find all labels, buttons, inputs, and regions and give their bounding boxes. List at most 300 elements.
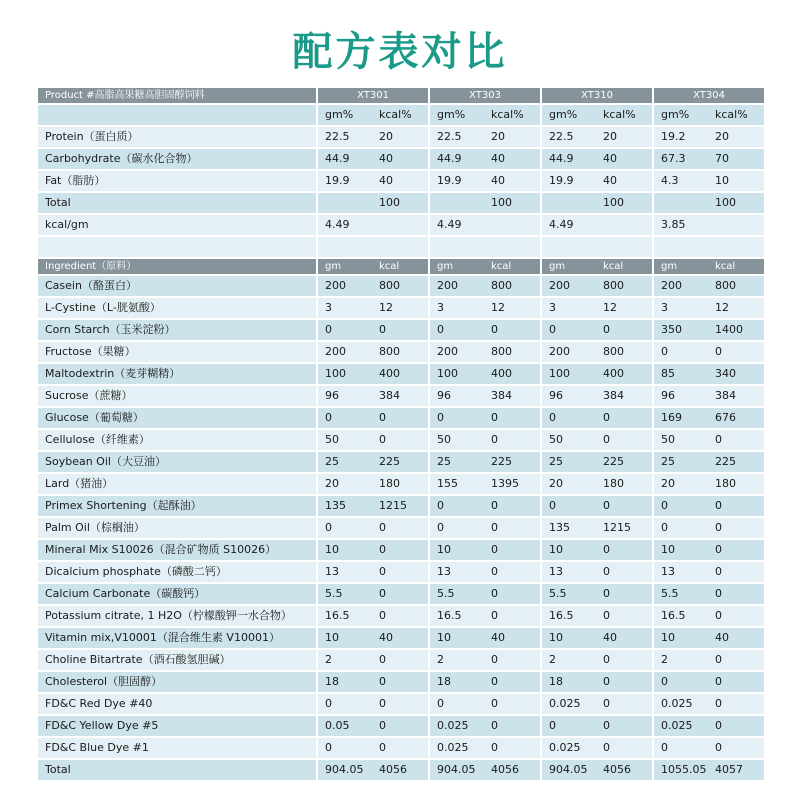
- cell-value: 50: [316, 430, 372, 452]
- cell-value: 0: [372, 650, 428, 672]
- ingredient-row: [38, 408, 764, 430]
- cell-value: 225: [596, 452, 652, 474]
- cell-value: 16.5: [428, 606, 484, 628]
- cell-value: 22.5: [428, 127, 484, 149]
- cell-value: 155: [428, 474, 484, 496]
- unit-header: kcal%: [596, 105, 652, 127]
- cell-value: 0: [484, 430, 540, 452]
- cell-value: 400: [484, 364, 540, 386]
- ingredient-row: [38, 298, 764, 320]
- cell-value: 4057: [708, 760, 764, 782]
- ingredient-header-row: [38, 259, 764, 276]
- cell-value: 0: [596, 408, 652, 430]
- cell-value: 18: [316, 672, 372, 694]
- table-body: [38, 88, 764, 782]
- cell-value: 180: [372, 474, 428, 496]
- cell-value: 0: [484, 540, 540, 562]
- cell-value: 800: [484, 276, 540, 298]
- cell-value: 676: [708, 408, 764, 430]
- ingredient-name: Corn Starch（玉米淀粉）: [38, 320, 316, 342]
- cell-value: 0: [372, 540, 428, 562]
- cell-value: 350: [652, 320, 708, 342]
- macro-row: [38, 215, 764, 237]
- page-title: 配方表对比: [292, 29, 508, 75]
- cell-value: 0: [652, 496, 708, 518]
- cell-value: 225: [484, 452, 540, 474]
- cell-value: 20: [484, 127, 540, 149]
- macro-name: Total: [38, 193, 316, 215]
- cell-value: 40: [596, 171, 652, 193]
- cell-value: 0: [708, 650, 764, 672]
- cell-value: 10: [652, 540, 708, 562]
- cell-value: 40: [708, 628, 764, 650]
- cell-value: [540, 193, 596, 215]
- cell-value: 180: [708, 474, 764, 496]
- unit-header: gm: [652, 259, 708, 276]
- empty-cell: [484, 237, 540, 259]
- ingredient-name: Lard（猪油）: [38, 474, 316, 496]
- cell-value: 200: [316, 276, 372, 298]
- cell-value: 0: [372, 562, 428, 584]
- unit-header: kcal%: [708, 105, 764, 127]
- cell-value: 0.025: [428, 738, 484, 760]
- ingredient-name: Palm Oil（棕榈油）: [38, 518, 316, 540]
- cell-value: 904.05: [428, 760, 484, 782]
- ingredient-row: [38, 386, 764, 408]
- cell-value: 20: [540, 474, 596, 496]
- cell-value: [708, 215, 764, 237]
- cell-value: 800: [596, 342, 652, 364]
- ingredient-name: Soybean Oil（大豆油）: [38, 452, 316, 474]
- cell-value: 22.5: [540, 127, 596, 149]
- unit-header: gm%: [540, 105, 596, 127]
- cell-value: 1400: [708, 320, 764, 342]
- cell-value: 3: [316, 298, 372, 320]
- cell-value: 100: [596, 193, 652, 215]
- cell-value: 10: [540, 628, 596, 650]
- cell-value: 800: [708, 276, 764, 298]
- cell-value: 44.9: [316, 149, 372, 171]
- cell-value: 1395: [484, 474, 540, 496]
- cell-value: 4.49: [316, 215, 372, 237]
- cell-value: 0: [316, 738, 372, 760]
- cell-value: 2: [652, 650, 708, 672]
- ingredient-row: [38, 716, 764, 738]
- cell-value: 340: [708, 364, 764, 386]
- cell-value: 44.9: [428, 149, 484, 171]
- cell-value: 12: [596, 298, 652, 320]
- formula-comparison-table: [38, 88, 764, 782]
- ingredient-name: Maltodextrin（麦芽糊精）: [38, 364, 316, 386]
- cell-value: 50: [652, 430, 708, 452]
- unit-header: gm: [540, 259, 596, 276]
- variant-header: XT303: [428, 88, 540, 105]
- cell-value: 200: [540, 276, 596, 298]
- cell-value: 0.05: [316, 716, 372, 738]
- cell-value: 20: [708, 127, 764, 149]
- cell-value: 0.025: [540, 694, 596, 716]
- cell-value: 800: [372, 342, 428, 364]
- cell-value: 384: [596, 386, 652, 408]
- cell-value: 0: [708, 540, 764, 562]
- cell-value: 0: [540, 716, 596, 738]
- cell-value: 25: [652, 452, 708, 474]
- cell-value: 0: [708, 430, 764, 452]
- cell-value: 40: [484, 149, 540, 171]
- empty-cell: [708, 237, 764, 259]
- ingredient-name: FD&C Red Dye #40: [38, 694, 316, 716]
- cell-value: 0: [372, 430, 428, 452]
- ingredient-name: Casein（酪蛋白）: [38, 276, 316, 298]
- cell-value: 800: [484, 342, 540, 364]
- cell-value: 100: [540, 364, 596, 386]
- ingredient-name: L-Cystine（L-胱氨酸）: [38, 298, 316, 320]
- ingredient-name: Fructose（果糖）: [38, 342, 316, 364]
- cell-value: 0: [428, 408, 484, 430]
- cell-value: [316, 193, 372, 215]
- cell-value: 0: [596, 584, 652, 606]
- ingredient-row: [38, 628, 764, 650]
- cell-value: 12: [708, 298, 764, 320]
- unit-header: kcal: [372, 259, 428, 276]
- cell-value: 40: [596, 628, 652, 650]
- cell-value: 16.5: [316, 606, 372, 628]
- unit-header: gm%: [652, 105, 708, 127]
- ingredient-row: [38, 496, 764, 518]
- cell-value: 0: [596, 694, 652, 716]
- unit-header: kcal: [484, 259, 540, 276]
- cell-value: 0: [596, 606, 652, 628]
- cell-value: 0: [372, 672, 428, 694]
- cell-value: 67.3: [652, 149, 708, 171]
- cell-value: 5.5: [540, 584, 596, 606]
- cell-value: 200: [540, 342, 596, 364]
- cell-value: 13: [316, 562, 372, 584]
- unit-header: gm%: [316, 105, 372, 127]
- cell-value: 0: [484, 518, 540, 540]
- unit-header: gm%: [428, 105, 484, 127]
- cell-value: 800: [372, 276, 428, 298]
- cell-value: 100: [316, 364, 372, 386]
- cell-value: 0: [652, 342, 708, 364]
- ingredient-name: Choline Bitartrate（酒石酸氢胆碱）: [38, 650, 316, 672]
- cell-value: 10: [316, 540, 372, 562]
- cell-value: 4056: [372, 760, 428, 782]
- cell-value: 3.85: [652, 215, 708, 237]
- cell-value: 10: [316, 628, 372, 650]
- empty-cell: [38, 105, 316, 127]
- cell-value: 0: [708, 716, 764, 738]
- cell-value: 12: [484, 298, 540, 320]
- cell-value: [484, 215, 540, 237]
- cell-value: 0: [652, 738, 708, 760]
- macro-row: [38, 193, 764, 215]
- cell-value: 0: [484, 650, 540, 672]
- ingredient-name: Potassium citrate, 1 H2O（柠檬酸钾一水合物）: [38, 606, 316, 628]
- ingredient-name: Dicalcium phosphate（磷酸二钙）: [38, 562, 316, 584]
- unit-header: kcal%: [372, 105, 428, 127]
- cell-value: 0: [372, 320, 428, 342]
- cell-value: 0: [596, 430, 652, 452]
- cell-value: 40: [372, 171, 428, 193]
- cell-value: 0: [708, 606, 764, 628]
- cell-value: 0: [484, 562, 540, 584]
- ingredient-name: Mineral Mix S10026（混合矿物质 S10026）: [38, 540, 316, 562]
- ingredient-row: [38, 342, 764, 364]
- ingredient-row: [38, 452, 764, 474]
- macro-row: [38, 127, 764, 149]
- cell-value: 0: [428, 496, 484, 518]
- cell-value: 50: [540, 430, 596, 452]
- cell-value: 12: [372, 298, 428, 320]
- cell-value: 100: [484, 193, 540, 215]
- cell-value: 96: [652, 386, 708, 408]
- cell-value: 20: [372, 127, 428, 149]
- cell-value: 0.025: [540, 738, 596, 760]
- unit-header: kcal: [596, 259, 652, 276]
- cell-value: 0: [484, 694, 540, 716]
- ingredient-row: [38, 694, 764, 716]
- cell-value: 4.49: [540, 215, 596, 237]
- cell-value: 0: [372, 694, 428, 716]
- cell-value: 135: [540, 518, 596, 540]
- cell-value: 904.05: [540, 760, 596, 782]
- ingredient-name: Cholesterol（胆固醇）: [38, 672, 316, 694]
- cell-value: 0: [540, 496, 596, 518]
- cell-value: 0: [652, 518, 708, 540]
- macro-row: [38, 149, 764, 171]
- cell-value: 20: [652, 474, 708, 496]
- empty-cell: [540, 237, 596, 259]
- cell-value: 225: [708, 452, 764, 474]
- unit-header: gm: [316, 259, 372, 276]
- cell-value: 0: [484, 320, 540, 342]
- cell-value: 0: [316, 518, 372, 540]
- cell-value: 0: [596, 496, 652, 518]
- cell-value: 40: [596, 149, 652, 171]
- ingredient-row: [38, 562, 764, 584]
- cell-value: 904.05: [316, 760, 372, 782]
- ingredient-name: Primex Shortening（起酥油）: [38, 496, 316, 518]
- cell-value: 0: [708, 584, 764, 606]
- ingredient-name: Calcium Carbonate（碳酸钙）: [38, 584, 316, 606]
- cell-value: 19.9: [316, 171, 372, 193]
- cell-value: 10: [708, 171, 764, 193]
- macro-row: [38, 171, 764, 193]
- ingredient-row: [38, 760, 764, 782]
- cell-value: 18: [540, 672, 596, 694]
- cell-value: 0.025: [652, 716, 708, 738]
- cell-value: [596, 215, 652, 237]
- ingredient-name: FD&C Blue Dye #1: [38, 738, 316, 760]
- cell-value: 5.5: [428, 584, 484, 606]
- cell-value: 400: [596, 364, 652, 386]
- cell-value: 70: [708, 149, 764, 171]
- cell-value: 50: [428, 430, 484, 452]
- ingredient-name: Vitamin mix,V10001（混合维生素 V10001）: [38, 628, 316, 650]
- cell-value: 0: [484, 716, 540, 738]
- ingredient-row: [38, 364, 764, 386]
- cell-value: 19.9: [540, 171, 596, 193]
- cell-value: 25: [316, 452, 372, 474]
- cell-value: 0: [708, 694, 764, 716]
- cell-value: 4056: [484, 760, 540, 782]
- ingredient-name: Sucrose（蔗糖）: [38, 386, 316, 408]
- cell-value: 96: [540, 386, 596, 408]
- cell-value: 13: [428, 562, 484, 584]
- cell-value: 10: [428, 628, 484, 650]
- cell-value: 0.025: [652, 694, 708, 716]
- cell-value: 200: [428, 276, 484, 298]
- cell-value: 169: [652, 408, 708, 430]
- cell-value: 25: [540, 452, 596, 474]
- macro-name: Protein（蛋白质）: [38, 127, 316, 149]
- cell-value: [652, 193, 708, 215]
- cell-value: 4.49: [428, 215, 484, 237]
- cell-value: 1215: [596, 518, 652, 540]
- cell-value: 85: [652, 364, 708, 386]
- product-header-row: [38, 88, 764, 105]
- cell-value: 2: [316, 650, 372, 672]
- cell-value: 10: [428, 540, 484, 562]
- cell-value: 0: [596, 540, 652, 562]
- variant-header: XT304: [652, 88, 764, 105]
- macro-name: Fat（脂肪）: [38, 171, 316, 193]
- cell-value: 0: [484, 496, 540, 518]
- cell-value: 0: [596, 650, 652, 672]
- cell-value: 0: [372, 584, 428, 606]
- cell-value: 0: [708, 738, 764, 760]
- cell-value: 135: [316, 496, 372, 518]
- empty-cell: [38, 237, 316, 259]
- cell-value: 19.2: [652, 127, 708, 149]
- cell-value: 0: [708, 342, 764, 364]
- cell-value: 200: [428, 342, 484, 364]
- cell-value: 3: [428, 298, 484, 320]
- cell-value: 20: [596, 127, 652, 149]
- unit-header: kcal: [708, 259, 764, 276]
- cell-value: 800: [596, 276, 652, 298]
- cell-value: 25: [428, 452, 484, 474]
- cell-value: 384: [708, 386, 764, 408]
- cell-value: 200: [316, 342, 372, 364]
- cell-value: 0.025: [428, 716, 484, 738]
- cell-value: 13: [652, 562, 708, 584]
- cell-value: 40: [484, 171, 540, 193]
- cell-value: [372, 215, 428, 237]
- cell-value: 0: [372, 738, 428, 760]
- cell-value: 0: [596, 320, 652, 342]
- cell-value: 0: [708, 496, 764, 518]
- cell-value: 0: [596, 562, 652, 584]
- cell-value: 0: [484, 672, 540, 694]
- cell-value: 0: [596, 738, 652, 760]
- cell-value: [428, 193, 484, 215]
- product-label: Product #高脂高果糖高胆固醇饲料: [38, 88, 316, 105]
- cell-value: 44.9: [540, 149, 596, 171]
- ingredient-row: [38, 584, 764, 606]
- cell-value: 400: [372, 364, 428, 386]
- cell-value: 0: [484, 738, 540, 760]
- cell-value: 1055.05: [652, 760, 708, 782]
- cell-value: 19.9: [428, 171, 484, 193]
- cell-value: 0: [540, 320, 596, 342]
- empty-cell: [652, 237, 708, 259]
- cell-value: 4.3: [652, 171, 708, 193]
- ingredient-row: [38, 650, 764, 672]
- cell-value: 100: [372, 193, 428, 215]
- cell-value: 0: [372, 408, 428, 430]
- cell-value: 0: [596, 716, 652, 738]
- cell-value: 0: [372, 518, 428, 540]
- cell-value: 0: [708, 672, 764, 694]
- cell-value: 200: [652, 276, 708, 298]
- spacer-row: [38, 237, 764, 259]
- cell-value: 0: [428, 320, 484, 342]
- ingredient-name: Cellulose（纤维素）: [38, 430, 316, 452]
- ingredient-label: Ingredient（原料）: [38, 259, 316, 276]
- variant-header: XT310: [540, 88, 652, 105]
- cell-value: 13: [540, 562, 596, 584]
- ingredient-name: Glucose（葡萄糖）: [38, 408, 316, 430]
- empty-cell: [596, 237, 652, 259]
- cell-value: 0: [428, 694, 484, 716]
- cell-value: 20: [316, 474, 372, 496]
- cell-value: 0: [484, 606, 540, 628]
- cell-value: 0: [428, 518, 484, 540]
- cell-value: 3: [540, 298, 596, 320]
- ingredient-name: Total: [38, 760, 316, 782]
- cell-value: 2: [428, 650, 484, 672]
- ingredient-name: FD&C Yellow Dye #5: [38, 716, 316, 738]
- macro-name: Carbohydrate（碳水化合物）: [38, 149, 316, 171]
- cell-value: 1215: [372, 496, 428, 518]
- cell-value: 100: [428, 364, 484, 386]
- cell-value: 0: [484, 584, 540, 606]
- cell-value: 0: [652, 672, 708, 694]
- cell-value: 0: [708, 518, 764, 540]
- cell-value: 22.5: [316, 127, 372, 149]
- cell-value: 4056: [596, 760, 652, 782]
- variant-header: XT301: [316, 88, 428, 105]
- unit-header: gm: [428, 259, 484, 276]
- cell-value: 0: [708, 562, 764, 584]
- cell-value: 0: [372, 606, 428, 628]
- cell-value: 384: [372, 386, 428, 408]
- cell-value: 40: [484, 628, 540, 650]
- empty-cell: [316, 237, 372, 259]
- ingredient-row: [38, 518, 764, 540]
- cell-value: 5.5: [652, 584, 708, 606]
- ingredient-row: [38, 474, 764, 496]
- cell-value: 96: [428, 386, 484, 408]
- cell-value: 10: [540, 540, 596, 562]
- ingredient-row: [38, 606, 764, 628]
- cell-value: 2: [540, 650, 596, 672]
- cell-value: 0: [316, 408, 372, 430]
- ingredient-row: [38, 276, 764, 298]
- ingredient-row: [38, 672, 764, 694]
- cell-value: 40: [372, 149, 428, 171]
- ingredient-row: [38, 540, 764, 562]
- cell-value: 0: [540, 408, 596, 430]
- cell-value: 3: [652, 298, 708, 320]
- cell-value: 16.5: [652, 606, 708, 628]
- cell-value: 10: [652, 628, 708, 650]
- cell-value: 40: [372, 628, 428, 650]
- unit-header: kcal%: [484, 105, 540, 127]
- cell-value: 0: [484, 408, 540, 430]
